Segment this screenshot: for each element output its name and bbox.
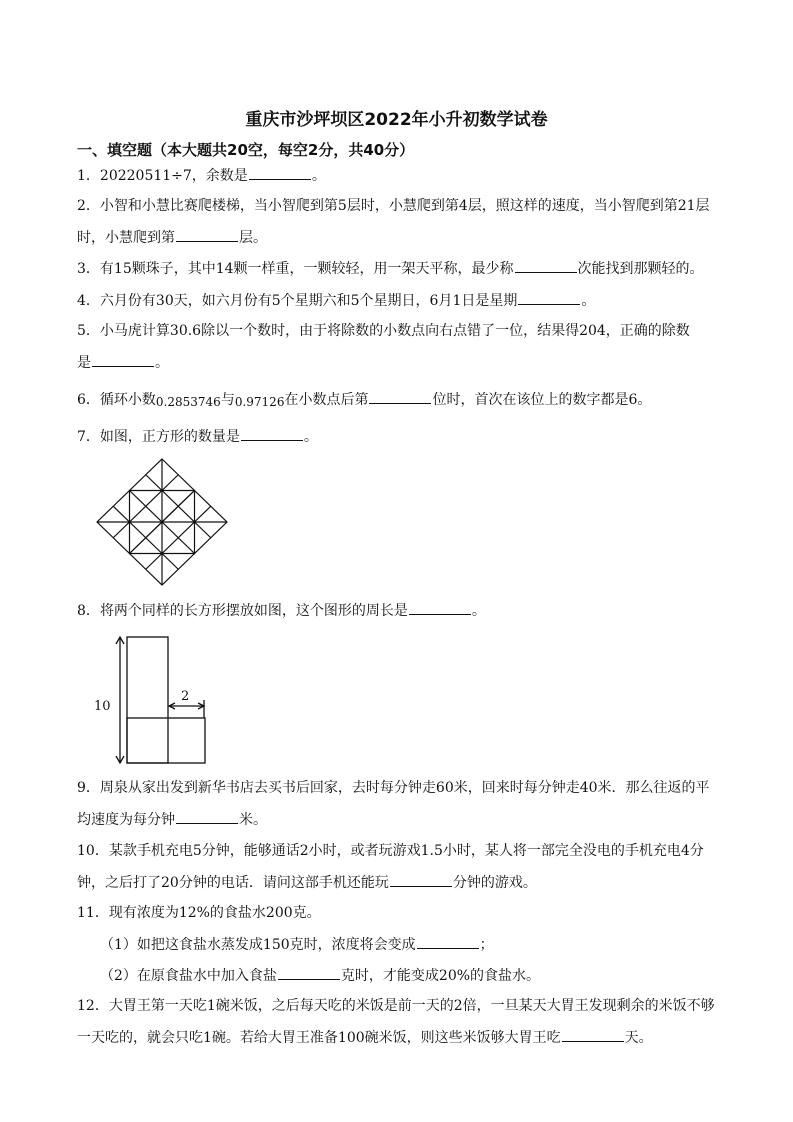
question-text-end: 层。 [239, 230, 267, 246]
question-5-line-1: 5．小马虎计算30.6除以一个数时，由于将除数的小数点向右点错了一位，结果得204，正确的除数 [77, 323, 690, 339]
question-text: 4．六月份有30天，如六月份有5个星期六和5个星期日，6月1日是星期 [77, 293, 518, 309]
question-3 [77, 258, 704, 279]
answer-blank[interactable] [176, 809, 238, 824]
question-text: 6．循环小数 [77, 392, 156, 408]
answer-blank[interactable] [369, 389, 431, 404]
question-text: 7．如图，正方形的数量是 [77, 429, 240, 445]
question-text-end: 克时，才能变成20%的食盐水。 [340, 968, 541, 984]
question-text: （2）在原食盐水中加入食盐 [100, 968, 277, 984]
question-text-end: 。 [311, 168, 326, 184]
question-11-part-1 [100, 934, 494, 955]
answer-blank[interactable] [278, 965, 340, 980]
paper-title: 重庆市沙坪坝区2022年小升初数学试卷 [245, 110, 548, 130]
answer-blank[interactable] [409, 600, 471, 615]
question-text: 1．20220511÷7，余数是 [77, 168, 248, 184]
question-1 [77, 165, 326, 186]
vertical-rectangle [127, 637, 168, 763]
question-5-line-2 [77, 352, 169, 373]
question-12-line-1: 12．大胃王第一天吃1碗米饭，之后每天吃的米饭是前一天的2倍，一旦某天大胃王发现剩余的米饭不够 [77, 998, 715, 1014]
question-7 [77, 426, 318, 447]
question-text-end: ； [479, 937, 494, 953]
answer-blank[interactable] [562, 1027, 624, 1042]
question-text-end: 次能找到那颗轻的。 [577, 261, 704, 277]
question-4 [77, 290, 595, 311]
question-9-line-1: 9．周泉从家出发到新华书店去买书后回家，去时每分钟走60米，回来时每分钟走40米．那么往返的平 [77, 780, 710, 796]
question-6 [77, 389, 651, 410]
square-count-figure [95, 457, 229, 587]
height-label: 10 [94, 699, 111, 714]
answer-blank[interactable] [515, 258, 577, 273]
repeating-decimal-2: 0.97126 [234, 395, 285, 409]
answer-blank[interactable] [249, 165, 311, 180]
question-text: 在小数点后第 [284, 392, 369, 408]
question-text: 3．有15颗珠子，其中14颗一样重，一颗较轻，用一架天平称，最少称 [77, 261, 514, 277]
rectangles-figure [90, 634, 215, 766]
question-12-line-2 [77, 1027, 653, 1048]
question-text-end: 。 [471, 603, 486, 619]
question-text-end: 天。 [624, 1030, 653, 1046]
question-2-line-2 [77, 227, 267, 248]
question-text-end: 米。 [239, 812, 267, 828]
question-text: 钟，之后打了20分钟的电话．请问这部手机还能玩 [77, 875, 389, 891]
question-text: 8．将两个同样的长方形摆放如图，这个图形的周长是 [77, 603, 408, 619]
answer-blank[interactable] [390, 872, 452, 887]
question-text-end: 。 [155, 355, 169, 371]
question-text: 与 [220, 392, 235, 408]
answer-blank[interactable] [518, 290, 580, 305]
question-10-line-1: 10．某款手机充电5分钟，能够通话2小时，或者玩游戏1.5小时，某人将一部完全没电的手机充电4分 [77, 843, 704, 859]
question-text-end: 位时，首次在该位上的数字都是6。 [432, 392, 652, 408]
question-2-line-1: 2．小智和小慧比赛爬楼梯，当小智爬到第5层时，小慧爬到第4层，照这样的速度，当小智爬到第21层 [77, 198, 710, 214]
question-text-end: 。 [303, 429, 318, 445]
question-8 [77, 600, 486, 621]
question-10-line-2 [77, 872, 537, 893]
question-text-end: 分钟的游戏。 [452, 875, 537, 891]
question-text: 均速度为每分钟 [77, 812, 175, 828]
answer-blank[interactable] [92, 352, 154, 367]
question-text-end: 。 [581, 293, 596, 309]
width-label: 2 [181, 689, 190, 704]
question-11-stem: 11．现有浓度为12%的食盐水200克。 [77, 905, 321, 921]
answer-blank[interactable] [417, 934, 479, 949]
question-text: 是 [77, 355, 91, 371]
horizontal-rectangle [127, 718, 205, 763]
question-11-part-2 [100, 965, 540, 986]
question-text: （1）如把这食盐水蒸发成150克时，浓度将会变成 [100, 937, 416, 953]
answer-blank[interactable] [176, 227, 238, 242]
repeating-decimal-1: 0.2853746 [155, 395, 221, 409]
question-text: 时，小慧爬到第 [77, 230, 175, 246]
section-heading: 一、填空题（本大题共20空，每空2分，共40分） [77, 141, 415, 159]
question-9-line-2 [77, 809, 267, 830]
question-text: 一天吃的，就会只吃1碗。若给大胃王准备100碗米饭，则这些米饭够大胃王吃 [77, 1030, 561, 1046]
answer-blank[interactable] [241, 426, 303, 441]
